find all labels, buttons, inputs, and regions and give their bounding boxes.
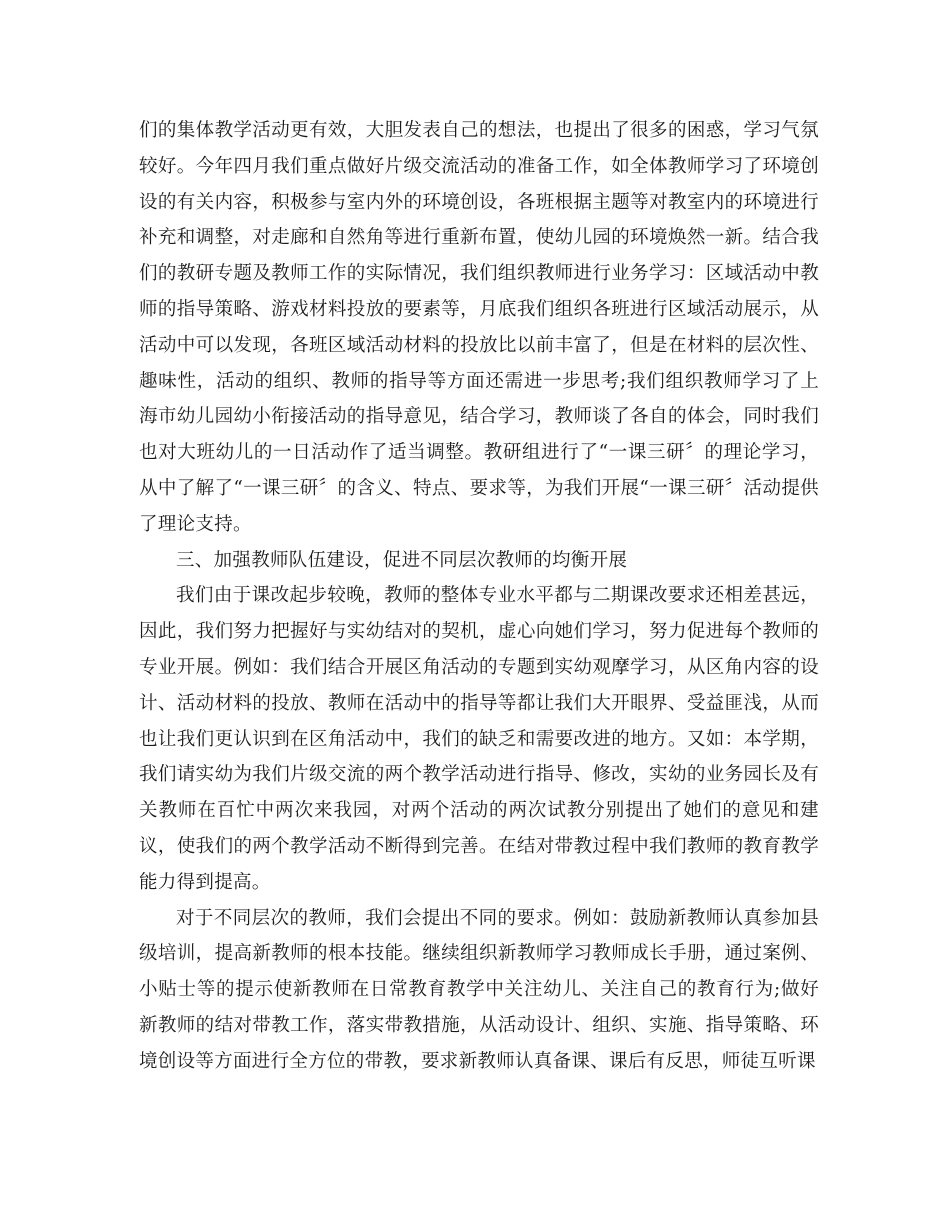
section-heading: 三、加强教师队伍建设，促进不同层次教师的均衡开展: [176, 549, 628, 571]
paragraph-body: 对于不同层次的教师，我们会提出不同的要求。例如：鼓励新教师认真参加县级培训，提高新教师的根本技能。继续组织新教师学习教师成长手册，通过案例、小贴士等的提示使新教师在日常教育教学中关注幼儿、关注自己的教育行为;做好新教师的结对带教工作，落实带教措施，从活动设计、组织、实施、指导策略、环境创设等方面进行全方位的带教，要求新教师认真备课、课后有反思，师徒互听课: [139, 907, 819, 1072]
paragraph-body: 我们由于课改起步较晚，教师的整体专业水平都与二期课改要求还相差甚远，因此，我们努力把握好与实幼结对的契机，虚心向她们学习，努力促进每个教师的专业开展。例如：我们结合开展区角活动的专题到实幼观摩学习，从区角内容的设计、活动材料的投放、教师在活动中的指导等都让我们大开眼界、受益匪浅，从而也让我们更认识到在区角活动中，我们的缺乏和需要改进的地方。又如：本学期，我们请实幼为我们片级交流的两个教学活动进行指导、修改，实幼的业务园长及有关教师在百忙中两次来我园，对两个活动的两次试教分别提出了她们的意见和建议，使我们的两个教学活动不断得到完善。在结对带教过程中我们教师的教育教学能力得到提高。: [139, 585, 819, 893]
document-body: [139, 113, 819, 1080]
paragraph-continuation: 们的集体教学活动更有效，大胆发表自己的想法，也提出了很多的困惑，学习气氛较好。今年四月我们重点做好片级交流活动的准备工作，如全体教师学习了环境创设的有关内容，积极参与室内外的环境创设，各班根据主题等对教室内的环境进行补充和调整，对走廊和自然角等进行重新布置，使幼儿园的环境焕然一新。结合我们的教研专题及教师工作的实际情况，我们组织教师进行业务学习：区域活动中教师的指导策略、游戏材料投放的要素等，月底我们组织各班进行区域活动展示，从活动中可以发现，各班区域活动材料的投放比以前丰富了，但是在材料的层次性、趣味性，活动的组织、教师的指导等方面还需进一步思考;我们组织教师学习了上海市幼儿园幼小衔接活动的指导意见，结合学习，教师谈了各自的体会，同时我们也对大班幼儿的一日活动作了适当调整。教研组进行了“一课三研〞的理论学习，从中了解了“一课三研〞的含义、特点、要求等，为我们开展“一课三研〞活动提供了理论支持。: [139, 120, 819, 535]
